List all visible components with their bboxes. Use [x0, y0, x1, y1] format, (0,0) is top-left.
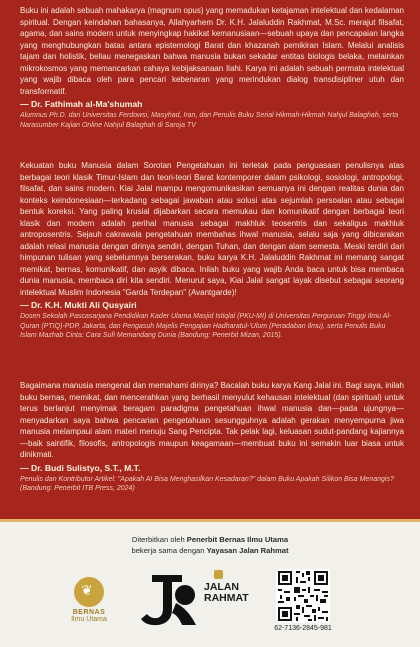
endorsement-3 — [20, 380, 404, 494]
endorsement-text: Buku ini adalah sebuah mahakarya (magnum opus) yang memadukan ketajaman intelektual dan kedalaman spiritual. Dengan keindahan bahasanya, Allahyarhem Dr. K.H. Jalaluddin Rakhmat, M.Sc. merajut filsafat, agama, dan sains modern untuk menyingkap hakikat kemanusiaan—sebuah upaya dan pencapaian langka yang menghubungkan batas antara epistemologi Barat dan khazanah pemikiran Islam. Melalui analisis tajam dan holistik, beliau menegaskan bahwa manusia bukan sekadar entitas biologis belaka, melainkan mikrokosmos yang memancarkan cahaya kebijaksanaan Ilahi. Karya ini adalah sebuah permata intelektual yang wajib dibaca oleh para pencari kebenaran yang merindukan dialog transdisipliner utuh dan transformatif. — [20, 6, 404, 96]
endorsement-author: — Dr. Fathimah al-Ma'shumah — [20, 99, 404, 109]
emblem-icon — [214, 570, 223, 579]
endorsement-author: — Dr. Budi Sulistyo, S.T., M.T. — [20, 463, 404, 473]
publisher-prefix: Diterbitkan oleh — [131, 535, 185, 544]
partner-name: Yayasan Jalan Rahmat — [206, 546, 289, 555]
jalan-logo-word: JALAN — [204, 581, 240, 593]
partner-prefix: bekerja sama dengan — [131, 546, 205, 555]
silhouette-logo-icon — [138, 569, 200, 629]
bernas-logo — [64, 577, 114, 623]
endorsement-author: — Dr. K.H. Mukti Ali Qusyairi — [20, 300, 404, 310]
publisher-name: Penerbit Bernas Ilmu Utama — [186, 535, 289, 544]
endorsement-1 — [20, 5, 404, 130]
qr-code-number: 62-7136-2845-981 — [274, 625, 332, 632]
wheat-icon: ❦ — [74, 577, 104, 607]
endorsement-text: Kekuatan buku Manusia dalam Sorotan Pengetahuan ini terletak pada penguasaan penulisnya atas berbagai teori klasik Timur-Islam dan teori-teori Barat kontemporer dalam psikologi, sosiologi, antropologi, filsafat, dan sains modern. Kiai Jalal mampu mengomunikasikan semuanya ini dengan realitas dunia dan konteks keindonesiaan—terkadang sebagai jawaban atau solusi atas sejumlah persoalan atau sebagai bentuk koreksi. Yang paling krusial dijabarkan secara memukau dan komunikatif dengan berbagai teori klasik dan modern adalah perihal manusia sebagai makhluk teosentris dan sekaligus makhluk antroposentris. Sejauh cakrawala pengetahuan membahas ihwal manusia, selalu saja yang dibicarakan adalah relasi manusia dengan dirinya sendiri, dengan Tuhan, dan dengan alam semesta. Meski terdiri dari himpunan tulisan yang sebelumnya berserakan, buku karya K.H. Jalaluddin Rakhmat ini memang sangat memikat, bernas, komunikatif, dan asyik dibaca. Inilah buku yang wajib Anda baca untuk bisa membaca dunia manusia, membaca diri kita sendiri. Menurut saya, Kiai Jalal sangat layak disebut sebagai seorang intelektual Muslim Indonesia "Garda Terdepan" (Avantgarde)! — [20, 161, 404, 297]
bernas-logo-word: BERNAS — [72, 609, 106, 616]
jalan-rahmat-logo — [138, 569, 258, 629]
endorsement-2 — [20, 160, 404, 341]
qr-code-icon — [276, 569, 330, 623]
endorsement-credential: Penulis dan Kontributor Artikel: "Apakah AI Bisa Menghasilkan Kesadaran?" dalam Buku Apakah Silikon Bisa Menangis? (Bandung: Penerbit ITB Press, 2024) — [20, 475, 394, 492]
rahmat-logo-word: RAHMAT — [204, 592, 249, 604]
endorsement-credential: Dosen Sekolah Pascasarjana Pendidikan Kader Ulama Masjid Istiqlal (PKU-MI) di Universitas Perguruan Tinggi Ilmu Al-Quran (PTIQ)-PDP, Jakarta, dan Pengasuh Majelis Pengajian Hadharatul-'Ulum (Peradaban Ilmu), serta Penulis Buku Islam Mazhab Cinta: Cara Sufi Memandang Dunia (Bandung: Penerbit Mizan, 2015). — [20, 313, 392, 339]
publisher-credit — [0, 534, 420, 556]
endorsement-credential: Alumnus Ph.D. dari Universitas Ferdowsi, Masyhad, Iran, dan Penulis Buku Serial Hikmah-Hikmah Nahjul Balaghah, serta Narasumber Kajian Online Nahjul Balaghah di Saroja TV — [20, 112, 399, 129]
endorsement-text: Bagaimana manusia mengenal dan memahami dirinya? Bacalah buku karya Kang Jalal ini. Bagi saya, inilah buku bernas, memikat, dan mencerahkan yang berhasil menyulut kehausan intelektual (dan spiritual) untuk terus berlanjut menyimak beragam paradigma pengetahuan ihwal manusia dan—pada ujungnya—menyadarkan saya bahwa pencarian pengetahuan sesungguhnya adalah gerakan menyempurna jiwa manusia melampaui alam materi menuju Sang Pencipta. Tak pelak lagi, keluasan sudut-pandang kajiannya—baik saintifik, filosofis, antropologis maupun keagamaan—membuat buku ini semakin luar biasa untuk dinikmati. — [20, 381, 404, 459]
bernas-logo-subword: Ilmu Utama — [71, 616, 107, 623]
publisher-panel — [0, 525, 420, 647]
